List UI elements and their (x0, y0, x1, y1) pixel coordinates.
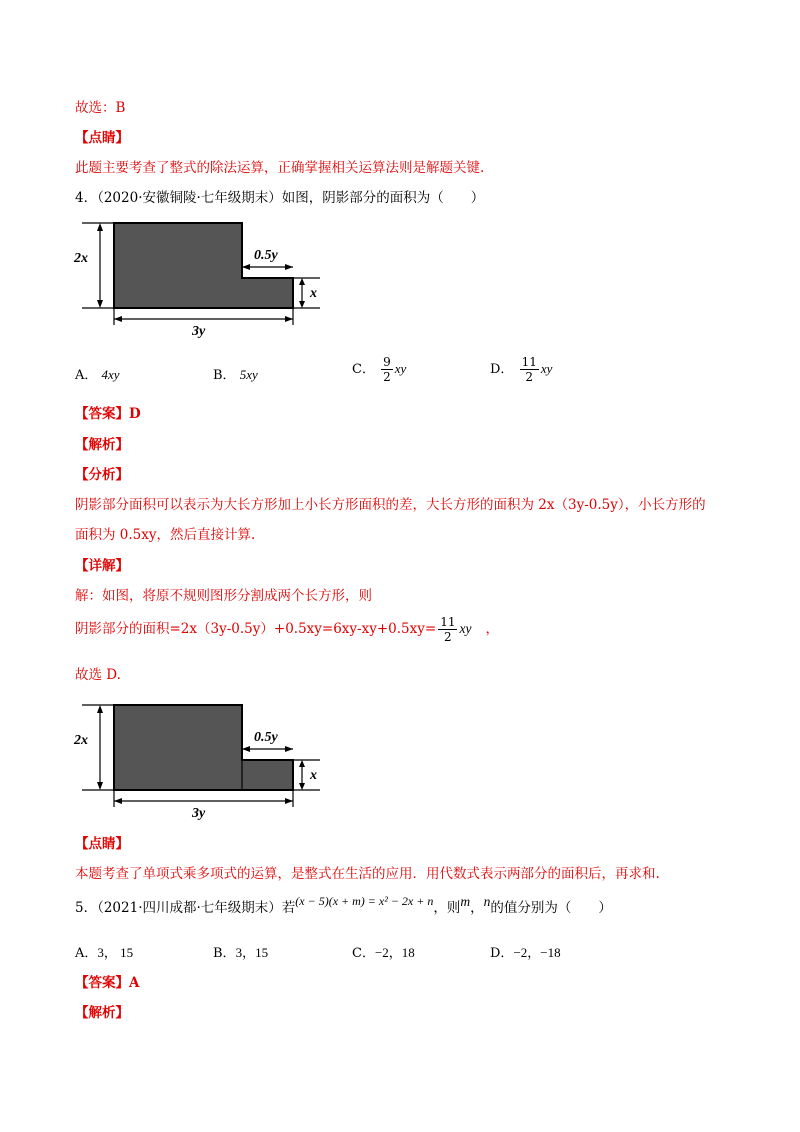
detail-line-1: 解：如图，将原不规则图形分割成两个长方形，则 (75, 588, 372, 604)
analysis-tag: 【解析】 (75, 1005, 129, 1021)
shaded-region (114, 705, 293, 790)
question-4-stem (75, 188, 484, 208)
option-c: C． $\frac{9}{2}$ xy (352, 355, 407, 384)
label-step-width: 0.5y (254, 730, 278, 745)
analysis-tag: 【解析】 (75, 437, 129, 453)
option-d: D．−2，−18 (490, 945, 561, 961)
label-height-small: x (310, 286, 317, 301)
answer-text: 【答案】D (75, 406, 141, 422)
figure-stepped-shape (70, 215, 330, 340)
option-a: A． 4xy (75, 367, 120, 383)
option-b: B．3，15 (213, 945, 269, 961)
detail-tag: 【详解】 (75, 558, 129, 574)
label-height-big: 2x (74, 251, 88, 266)
comment-text: 此题主要考查了整式的除法运算，正确掌握相关运算法则是解题关键. (75, 160, 485, 176)
question-source: （2020·安徽铜陵·七年级期末） (97, 190, 282, 206)
question-number: 4． (75, 190, 98, 206)
question-text: 如图，阴影部分的面积为（ ） (281, 190, 485, 206)
fraction: $\frac{9}{2}$ (383, 355, 391, 384)
equation: (x − 5)(x + m) = x² − 2x + n (295, 894, 434, 908)
figure-stepped-shape-solution (70, 697, 330, 822)
fraction: $\frac{11}{2}$ (521, 355, 537, 384)
label-height-big: 2x (74, 733, 88, 748)
label-total-width: 3y (192, 324, 206, 339)
answer-text: 【答案】A (75, 975, 140, 991)
option-c: C．−2，18 (352, 945, 415, 961)
label-height-small: x (310, 768, 317, 783)
option-d: D． $\frac{11}{2}$ xy (490, 355, 553, 384)
choice-text: 故选：B (75, 100, 126, 116)
detail-line-2: 阴影部分的面积=2x（3y-0.5y）+0.5xy=6xy-xy+0.5xy= $\frac{11}{2}$ xy ， (75, 615, 499, 644)
fenxi-line-1: 阴影部分面积可以表示为大长方形加上小长方形面积的差，大长方形的面积为 2x（3y-0.5y），小长方形的 (75, 497, 706, 513)
fenxi-tag: 【分析】 (75, 467, 129, 483)
question-5-stem: 5．（2021·四川成都·七年级期末）若(x − 5)(x + m) = x² − 2x + n，则m，n的值分别为（ ） (75, 894, 612, 916)
question-source: （2021·四川成都·七年级期末） (97, 900, 282, 916)
question-number: 5． (75, 900, 98, 916)
fenxi-line-2: 面积为 0.5xy，然后直接计算. (75, 527, 256, 543)
choice-d-text: 故选 D. (75, 667, 121, 683)
label-total-width: 3y (192, 806, 206, 821)
comment-text: 本题考查了单项式乘多项式的运算，是整式在生活的应用．用代数式表示两部分的面积后，再求和. (75, 866, 660, 882)
shaded-region (114, 223, 293, 308)
comment-tag: 【点睛】 (75, 130, 129, 146)
option-a: A．3， 15 (75, 945, 134, 961)
fraction: $\frac{11}{2}$ (440, 615, 456, 644)
comment-tag: 【点睛】 (75, 836, 129, 852)
option-b: B． 5xy (213, 367, 258, 383)
label-step-width: 0.5y (254, 248, 278, 263)
